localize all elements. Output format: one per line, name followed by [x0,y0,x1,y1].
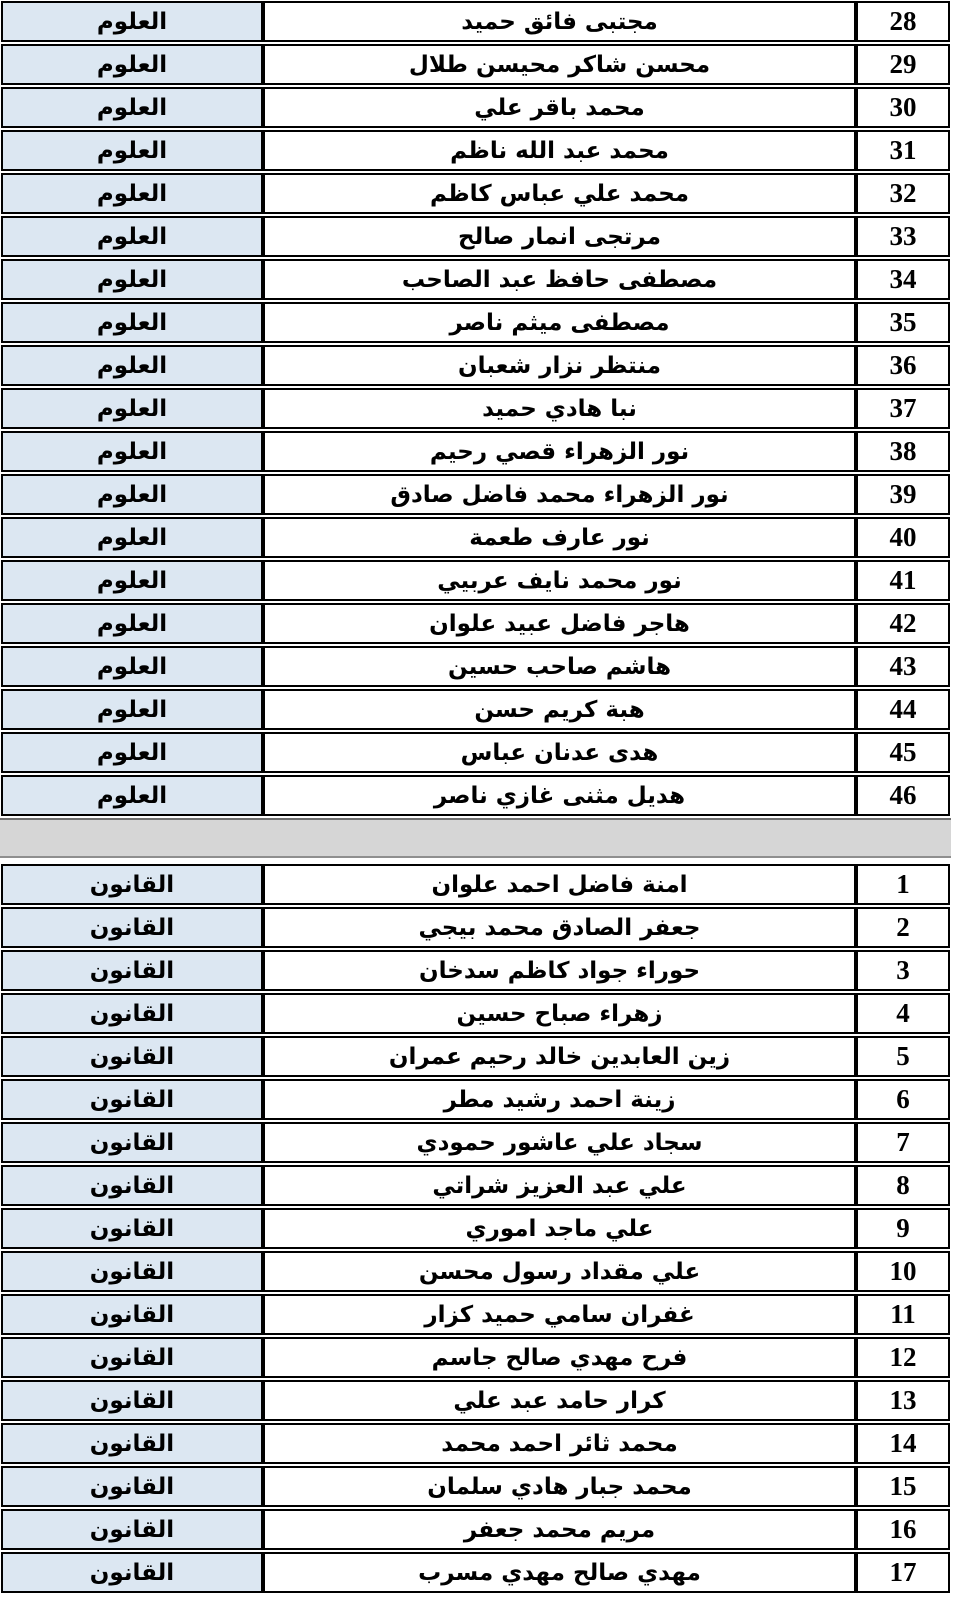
student-name-cell: مصطفى ميثم ناصر [263,302,856,343]
table-row [1,1423,950,1464]
student-name-cell: هاجر فاضل عبيد علوان [263,603,856,644]
student-name-cell: محمد عبد الله ناظم [263,130,856,171]
student-name-cell: مرتجى انمار صالح [263,216,856,257]
row-number-cell: 37 [856,388,950,429]
student-name-cell: هاشم صاحب حسين [263,646,856,687]
category-cell: القانون [1,1251,263,1292]
row-number-cell: 17 [856,1552,950,1593]
student-name-cell: نور محمد نايف عربيي [263,560,856,601]
student-name-cell: زينة احمد رشيد مطر [263,1079,856,1120]
row-number-cell: 32 [856,173,950,214]
category-cell: القانون [1,1337,263,1378]
student-name-cell: محمد ثائر احمد محمد [263,1423,856,1464]
category-cell: العلوم [1,1,263,42]
row-number-cell: 31 [856,130,950,171]
table-row [1,1208,950,1249]
table-row [1,1466,950,1507]
row-number-cell: 13 [856,1380,950,1421]
row-number-cell: 29 [856,44,950,85]
table-row [1,1552,950,1593]
row-number-cell: 36 [856,345,950,386]
table-row [1,1079,950,1120]
student-name-cell: فرح مهدي صالح جاسم [263,1337,856,1378]
category-cell: العلوم [1,216,263,257]
row-number-cell: 11 [856,1294,950,1335]
category-cell: العلوم [1,345,263,386]
category-cell: القانون [1,1079,263,1120]
table-body [1,1,950,1595]
category-cell: القانون [1,1165,263,1206]
row-number-cell: 38 [856,431,950,472]
category-cell: العلوم [1,259,263,300]
table-row [1,1251,950,1292]
student-name-cell: علي ماجد اموري [263,1208,856,1249]
category-cell: القانون [1,993,263,1034]
row-number-cell: 8 [856,1165,950,1206]
category-cell: العلوم [1,302,263,343]
table-row [1,950,950,991]
row-number-cell: 15 [856,1466,950,1507]
student-name-cell: زهراء صباح حسين [263,993,856,1034]
student-name-cell: محمد جبار هادي سلمان [263,1466,856,1507]
category-cell: العلوم [1,603,263,644]
table-row [1,1165,950,1206]
row-number-cell: 10 [856,1251,950,1292]
row-number-cell: 41 [856,560,950,601]
category-cell: القانون [1,864,263,905]
row-number-cell: 46 [856,775,950,816]
row-number-cell: 30 [856,87,950,128]
table-row [1,345,950,386]
table-row [1,864,950,905]
row-number-cell: 39 [856,474,950,515]
table-row [1,302,950,343]
category-cell: القانون [1,1122,263,1163]
category-cell: العلوم [1,173,263,214]
table-row [1,1380,950,1421]
category-cell: العلوم [1,689,263,730]
table-row [1,689,950,730]
table-row [1,130,950,171]
table-row [1,259,950,300]
student-name-cell: نبا هادي حميد [263,388,856,429]
category-cell: القانون [1,1423,263,1464]
category-cell: القانون [1,1208,263,1249]
student-name-cell: علي مقداد رسول محسن [263,1251,856,1292]
category-cell: القانون [1,1380,263,1421]
row-number-cell: 43 [856,646,950,687]
section-law [1,864,950,1593]
category-cell: العلوم [1,130,263,171]
table-row [1,1294,950,1335]
section-separator-band [0,818,951,858]
row-number-cell: 12 [856,1337,950,1378]
row-number-cell: 5 [856,1036,950,1077]
row-number-cell: 6 [856,1079,950,1120]
table-row [1,775,950,816]
row-number-cell: 2 [856,907,950,948]
student-name-cell: جعفر الصادق محمد بيجي [263,907,856,948]
student-name-cell: علي عبد العزيز شراتي [263,1165,856,1206]
student-name-cell: غفران سامي حميد كزار [263,1294,856,1335]
table-row [1,474,950,515]
table-row [1,993,950,1034]
student-name-cell: مهدي صالح مهدي مسرب [263,1552,856,1593]
table-row [1,1509,950,1550]
table-row [1,87,950,128]
table-row [1,1122,950,1163]
category-cell: القانون [1,1294,263,1335]
section-science [1,1,950,816]
student-name-cell: محسن شاكر محيسن طلال [263,44,856,85]
table-row [1,517,950,558]
category-cell: العلوم [1,44,263,85]
row-number-cell: 1 [856,864,950,905]
row-number-cell: 33 [856,216,950,257]
table-row [1,603,950,644]
row-number-cell: 35 [856,302,950,343]
table-row [1,388,950,429]
category-cell: القانون [1,950,263,991]
row-number-cell: 40 [856,517,950,558]
category-cell: العلوم [1,517,263,558]
table-row [1,732,950,773]
table-row [1,1,950,42]
row-number-cell: 3 [856,950,950,991]
category-cell: العلوم [1,775,263,816]
category-cell: القانون [1,1036,263,1077]
student-name-cell: محمد باقر علي [263,87,856,128]
table-row [1,1036,950,1077]
table-row [1,560,950,601]
student-name-cell: منتظر نزار شعبان [263,345,856,386]
category-cell: العلوم [1,388,263,429]
category-cell: العلوم [1,732,263,773]
category-cell: العلوم [1,646,263,687]
category-cell: العلوم [1,431,263,472]
student-name-cell: سجاد علي عاشور حمودي [263,1122,856,1163]
student-name-cell: زين العابدين خالد رحيم عمران [263,1036,856,1077]
student-name-cell: هديل مثنى غازي ناصر [263,775,856,816]
student-name-cell: مصطفى حافظ عبد الصاحب [263,259,856,300]
table-row [1,646,950,687]
category-cell: القانون [1,1509,263,1550]
student-name-cell: نور الزهراء قصي رحيم [263,431,856,472]
student-name-cell: كرار حامد عبد علي [263,1380,856,1421]
row-number-cell: 45 [856,732,950,773]
table-row [1,907,950,948]
row-number-cell: 7 [856,1122,950,1163]
category-cell: القانون [1,907,263,948]
table-row [1,1337,950,1378]
student-name-cell: محمد علي عباس كاظم [263,173,856,214]
row-number-cell: 14 [856,1423,950,1464]
row-number-cell: 4 [856,993,950,1034]
student-name-cell: امنة فاضل احمد علوان [263,864,856,905]
row-number-cell: 34 [856,259,950,300]
row-number-cell: 42 [856,603,950,644]
student-name-cell: هبة كريم حسن [263,689,856,730]
student-name-cell: حوراء جواد كاظم سدخان [263,950,856,991]
table-row [1,431,950,472]
row-number-cell: 16 [856,1509,950,1550]
table-row [1,216,950,257]
student-name-cell: نور عارف طعمة [263,517,856,558]
category-cell: القانون [1,1552,263,1593]
student-name-cell: مجتبى فائق حميد [263,1,856,42]
row-number-cell: 44 [856,689,950,730]
row-number-cell: 28 [856,1,950,42]
table-row [1,44,950,85]
student-name-cell: هدى عدنان عباس [263,732,856,773]
student-name-cell: نور الزهراء محمد فاضل صادق [263,474,856,515]
category-cell: العلوم [1,87,263,128]
row-number-cell: 9 [856,1208,950,1249]
student-name-cell: مريم محمد جعفر [263,1509,856,1550]
category-cell: العلوم [1,560,263,601]
category-cell: العلوم [1,474,263,515]
category-cell: القانون [1,1466,263,1507]
table-row [1,173,950,214]
